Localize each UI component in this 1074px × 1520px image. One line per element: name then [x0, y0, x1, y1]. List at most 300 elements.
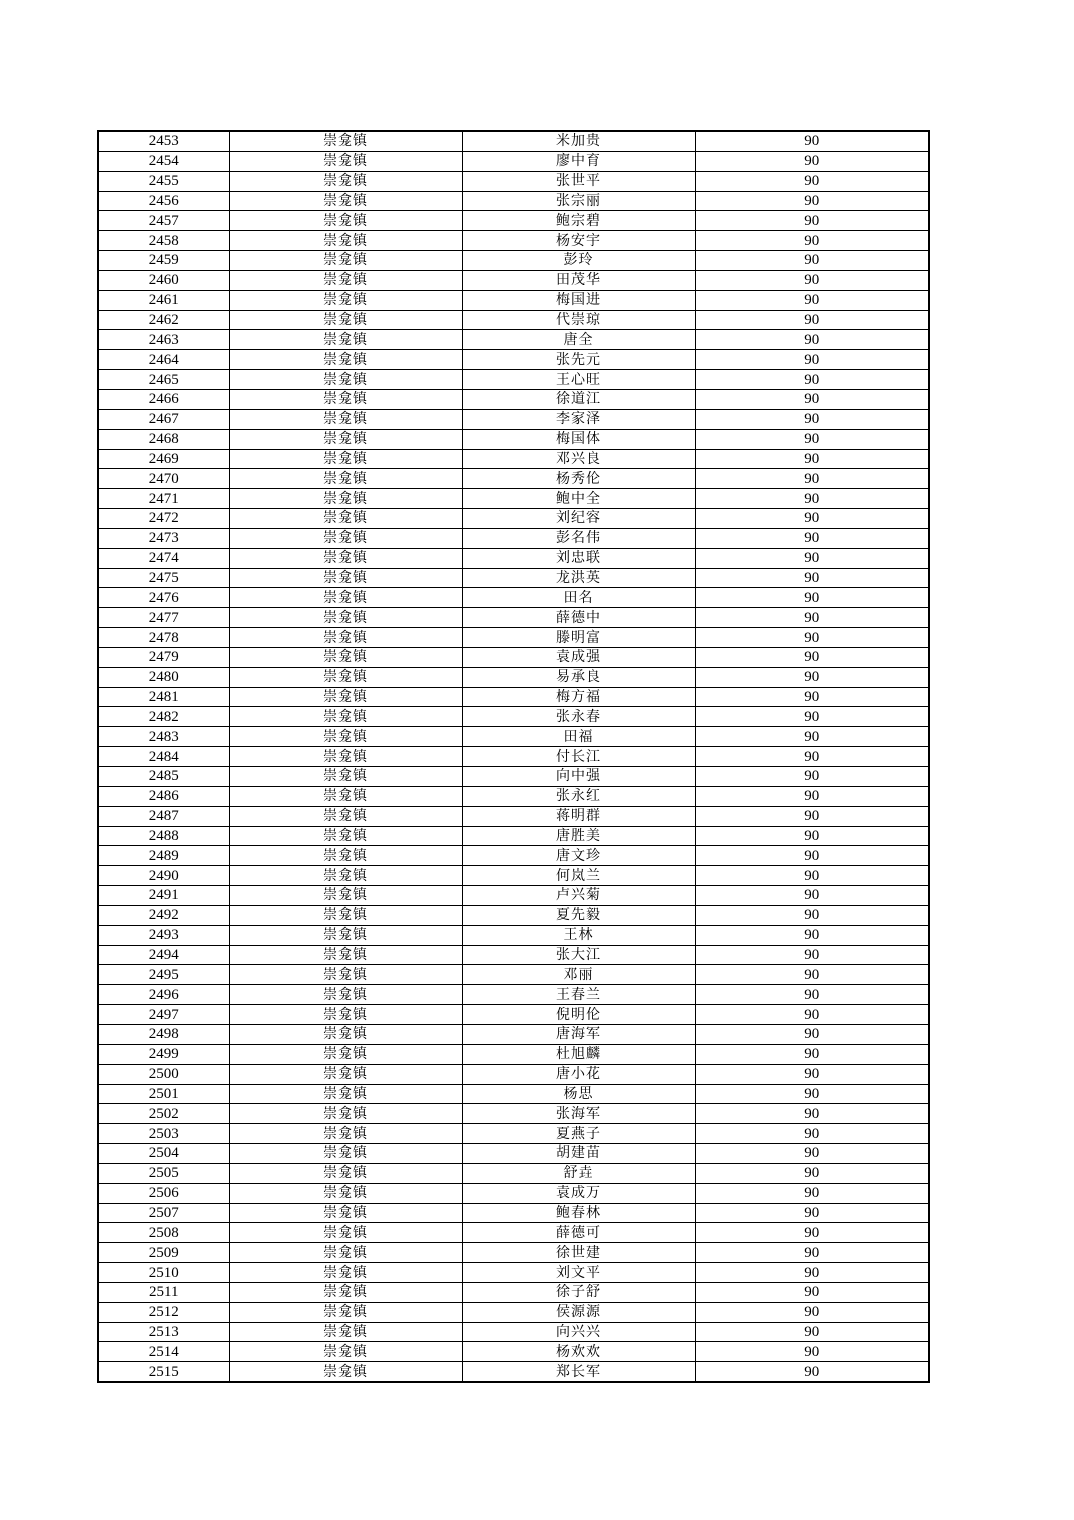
- row-number-cell: 2468: [98, 429, 229, 449]
- amount-cell: 90: [695, 1243, 929, 1263]
- person-name-cell: 袁成强: [462, 647, 695, 667]
- town-cell: 崇龛镇: [229, 905, 462, 925]
- table-row: [98, 251, 929, 271]
- person-name-cell: 唐胜美: [462, 826, 695, 846]
- table-row: [98, 965, 929, 985]
- amount-cell: 90: [695, 985, 929, 1005]
- person-name-cell: 唐文珍: [462, 846, 695, 866]
- town-cell: 崇龛镇: [229, 310, 462, 330]
- person-name-cell: 鲍中全: [462, 489, 695, 509]
- table-row: [98, 727, 929, 747]
- town-cell: 崇龛镇: [229, 1024, 462, 1044]
- person-name-cell: 彭名伟: [462, 528, 695, 548]
- row-number-cell: 2470: [98, 469, 229, 489]
- amount-cell: 90: [695, 1223, 929, 1243]
- person-name-cell: 田名: [462, 588, 695, 608]
- town-cell: 崇龛镇: [229, 588, 462, 608]
- row-number-cell: 2500: [98, 1064, 229, 1084]
- row-number-cell: 2513: [98, 1322, 229, 1342]
- table-row: [98, 290, 929, 310]
- amount-cell: 90: [695, 151, 929, 171]
- table-row: [98, 945, 929, 965]
- town-cell: 崇龛镇: [229, 1302, 462, 1322]
- amount-cell: 90: [695, 290, 929, 310]
- table-row: [98, 131, 929, 151]
- town-cell: 崇龛镇: [229, 290, 462, 310]
- table-row: [98, 1282, 929, 1302]
- person-name-cell: 蒋明群: [462, 806, 695, 826]
- town-cell: 崇龛镇: [229, 925, 462, 945]
- amount-cell: 90: [695, 707, 929, 727]
- amount-cell: 90: [695, 251, 929, 271]
- amount-cell: 90: [695, 786, 929, 806]
- amount-cell: 90: [695, 489, 929, 509]
- row-number-cell: 2510: [98, 1263, 229, 1283]
- amount-cell: 90: [695, 310, 929, 330]
- row-number-cell: 2505: [98, 1163, 229, 1183]
- table-row: [98, 707, 929, 727]
- person-name-cell: 薛德中: [462, 608, 695, 628]
- town-cell: 崇龛镇: [229, 727, 462, 747]
- row-number-cell: 2484: [98, 747, 229, 767]
- table-row: [98, 1302, 929, 1322]
- table-row: [98, 370, 929, 390]
- person-name-cell: 薛德可: [462, 1223, 695, 1243]
- table-row: [98, 925, 929, 945]
- table-body: [98, 131, 929, 1382]
- town-cell: 崇龛镇: [229, 747, 462, 767]
- amount-cell: 90: [695, 588, 929, 608]
- town-cell: 崇龛镇: [229, 886, 462, 906]
- town-cell: 崇龛镇: [229, 1322, 462, 1342]
- row-number-cell: 2511: [98, 1282, 229, 1302]
- person-name-cell: 向中强: [462, 767, 695, 787]
- amount-cell: 90: [695, 1024, 929, 1044]
- person-name-cell: 张永红: [462, 786, 695, 806]
- table-row: [98, 747, 929, 767]
- table-row: [98, 786, 929, 806]
- table-row: [98, 1084, 929, 1104]
- town-cell: 崇龛镇: [229, 1005, 462, 1025]
- amount-cell: 90: [695, 1005, 929, 1025]
- amount-cell: 90: [695, 727, 929, 747]
- row-number-cell: 2501: [98, 1084, 229, 1104]
- amount-cell: 90: [695, 1044, 929, 1064]
- amount-cell: 90: [695, 806, 929, 826]
- town-cell: 崇龛镇: [229, 1124, 462, 1144]
- table-row: [98, 151, 929, 171]
- amount-cell: 90: [695, 886, 929, 906]
- person-name-cell: 杜旭麟: [462, 1044, 695, 1064]
- amount-cell: 90: [695, 1084, 929, 1104]
- town-cell: 崇龛镇: [229, 568, 462, 588]
- table-row: [98, 1183, 929, 1203]
- town-cell: 崇龛镇: [229, 1342, 462, 1362]
- town-cell: 崇龛镇: [229, 786, 462, 806]
- amount-cell: 90: [695, 1144, 929, 1164]
- amount-cell: 90: [695, 389, 929, 409]
- row-number-cell: 2490: [98, 866, 229, 886]
- row-number-cell: 2504: [98, 1144, 229, 1164]
- person-name-cell: 张大江: [462, 945, 695, 965]
- table-row: [98, 1064, 929, 1084]
- row-number-cell: 2464: [98, 350, 229, 370]
- person-name-cell: 唐全: [462, 330, 695, 350]
- row-number-cell: 2461: [98, 290, 229, 310]
- person-name-cell: 夏燕子: [462, 1124, 695, 1144]
- row-number-cell: 2471: [98, 489, 229, 509]
- amount-cell: 90: [695, 647, 929, 667]
- row-number-cell: 2475: [98, 568, 229, 588]
- amount-cell: 90: [695, 270, 929, 290]
- town-cell: 崇龛镇: [229, 151, 462, 171]
- row-number-cell: 2472: [98, 509, 229, 529]
- person-name-cell: 舒垚: [462, 1163, 695, 1183]
- town-cell: 崇龛镇: [229, 945, 462, 965]
- table-row: [98, 548, 929, 568]
- row-number-cell: 2481: [98, 687, 229, 707]
- row-number-cell: 2469: [98, 449, 229, 469]
- person-name-cell: 徐道江: [462, 389, 695, 409]
- row-number-cell: 2463: [98, 330, 229, 350]
- town-cell: 崇龛镇: [229, 171, 462, 191]
- person-name-cell: 张先元: [462, 350, 695, 370]
- table-row: [98, 231, 929, 251]
- town-cell: 崇龛镇: [229, 409, 462, 429]
- town-cell: 崇龛镇: [229, 429, 462, 449]
- person-name-cell: 鲍春林: [462, 1203, 695, 1223]
- row-number-cell: 2492: [98, 905, 229, 925]
- person-name-cell: 夏先毅: [462, 905, 695, 925]
- person-name-cell: 刘文平: [462, 1263, 695, 1283]
- person-name-cell: 何岚兰: [462, 866, 695, 886]
- town-cell: 崇龛镇: [229, 1163, 462, 1183]
- amount-cell: 90: [695, 171, 929, 191]
- amount-cell: 90: [695, 667, 929, 687]
- row-number-cell: 2480: [98, 667, 229, 687]
- amount-cell: 90: [695, 449, 929, 469]
- row-number-cell: 2482: [98, 707, 229, 727]
- town-cell: 崇龛镇: [229, 389, 462, 409]
- table-row: [98, 985, 929, 1005]
- town-cell: 崇龛镇: [229, 866, 462, 886]
- table-row: [98, 1263, 929, 1283]
- row-number-cell: 2493: [98, 925, 229, 945]
- person-name-cell: 向兴兴: [462, 1322, 695, 1342]
- town-cell: 崇龛镇: [229, 350, 462, 370]
- row-number-cell: 2499: [98, 1044, 229, 1064]
- table-row: [98, 389, 929, 409]
- row-number-cell: 2497: [98, 1005, 229, 1025]
- table-row: [98, 211, 929, 231]
- person-name-cell: 张永春: [462, 707, 695, 727]
- row-number-cell: 2489: [98, 846, 229, 866]
- person-name-cell: 唐小花: [462, 1064, 695, 1084]
- town-cell: 崇龛镇: [229, 1044, 462, 1064]
- person-name-cell: 付长江: [462, 747, 695, 767]
- table-row: [98, 846, 929, 866]
- person-name-cell: 杨思: [462, 1084, 695, 1104]
- table-row: [98, 806, 929, 826]
- amount-cell: 90: [695, 1163, 929, 1183]
- table-row: [98, 429, 929, 449]
- amount-cell: 90: [695, 1263, 929, 1283]
- row-number-cell: 2512: [98, 1302, 229, 1322]
- town-cell: 崇龛镇: [229, 1362, 462, 1382]
- row-number-cell: 2507: [98, 1203, 229, 1223]
- row-number-cell: 2474: [98, 548, 229, 568]
- row-number-cell: 2465: [98, 370, 229, 390]
- town-cell: 崇龛镇: [229, 826, 462, 846]
- amount-cell: 90: [695, 945, 929, 965]
- person-name-cell: 田福: [462, 727, 695, 747]
- amount-cell: 90: [695, 1362, 929, 1382]
- amount-cell: 90: [695, 509, 929, 529]
- amount-cell: 90: [695, 568, 929, 588]
- row-number-cell: 2478: [98, 628, 229, 648]
- row-number-cell: 2458: [98, 231, 229, 251]
- town-cell: 崇龛镇: [229, 1104, 462, 1124]
- row-number-cell: 2479: [98, 647, 229, 667]
- town-cell: 崇龛镇: [229, 449, 462, 469]
- row-number-cell: 2476: [98, 588, 229, 608]
- row-number-cell: 2514: [98, 1342, 229, 1362]
- row-number-cell: 2473: [98, 528, 229, 548]
- row-number-cell: 2502: [98, 1104, 229, 1124]
- table-row: [98, 767, 929, 787]
- row-number-cell: 2515: [98, 1362, 229, 1382]
- row-number-cell: 2509: [98, 1243, 229, 1263]
- amount-cell: 90: [695, 1342, 929, 1362]
- town-cell: 崇龛镇: [229, 846, 462, 866]
- town-cell: 崇龛镇: [229, 231, 462, 251]
- row-number-cell: 2506: [98, 1183, 229, 1203]
- table-row: [98, 628, 929, 648]
- amount-cell: 90: [695, 747, 929, 767]
- table-row: [98, 1203, 929, 1223]
- person-name-cell: 袁成万: [462, 1183, 695, 1203]
- person-name-cell: 代崇琼: [462, 310, 695, 330]
- data-table: [97, 130, 930, 1383]
- amount-cell: 90: [695, 211, 929, 231]
- town-cell: 崇龛镇: [229, 131, 462, 151]
- person-name-cell: 王林: [462, 925, 695, 945]
- person-name-cell: 胡建苗: [462, 1144, 695, 1164]
- table-row: [98, 1243, 929, 1263]
- town-cell: 崇龛镇: [229, 270, 462, 290]
- town-cell: 崇龛镇: [229, 1183, 462, 1203]
- person-name-cell: 王春兰: [462, 985, 695, 1005]
- table-row: [98, 330, 929, 350]
- amount-cell: 90: [695, 350, 929, 370]
- person-name-cell: 易承良: [462, 667, 695, 687]
- town-cell: 崇龛镇: [229, 767, 462, 787]
- town-cell: 崇龛镇: [229, 528, 462, 548]
- table-row: [98, 1342, 929, 1362]
- row-number-cell: 2508: [98, 1223, 229, 1243]
- town-cell: 崇龛镇: [229, 330, 462, 350]
- row-number-cell: 2494: [98, 945, 229, 965]
- person-name-cell: 梅国体: [462, 429, 695, 449]
- row-number-cell: 2498: [98, 1024, 229, 1044]
- amount-cell: 90: [695, 826, 929, 846]
- town-cell: 崇龛镇: [229, 1144, 462, 1164]
- person-name-cell: 杨欢欢: [462, 1342, 695, 1362]
- table-row: [98, 310, 929, 330]
- table-row: [98, 1005, 929, 1025]
- row-number-cell: 2467: [98, 409, 229, 429]
- row-number-cell: 2457: [98, 211, 229, 231]
- amount-cell: 90: [695, 1282, 929, 1302]
- table-row: [98, 608, 929, 628]
- town-cell: 崇龛镇: [229, 985, 462, 1005]
- table-row: [98, 588, 929, 608]
- person-name-cell: 彭玲: [462, 251, 695, 271]
- table-row: [98, 905, 929, 925]
- table-row: [98, 1104, 929, 1124]
- amount-cell: 90: [695, 767, 929, 787]
- row-number-cell: 2462: [98, 310, 229, 330]
- amount-cell: 90: [695, 1064, 929, 1084]
- row-number-cell: 2488: [98, 826, 229, 846]
- row-number-cell: 2459: [98, 251, 229, 271]
- table-row: [98, 1144, 929, 1164]
- row-number-cell: 2496: [98, 985, 229, 1005]
- amount-cell: 90: [695, 687, 929, 707]
- row-number-cell: 2487: [98, 806, 229, 826]
- table-row: [98, 667, 929, 687]
- town-cell: 崇龛镇: [229, 1084, 462, 1104]
- amount-cell: 90: [695, 370, 929, 390]
- table-row: [98, 1024, 929, 1044]
- row-number-cell: 2466: [98, 389, 229, 409]
- amount-cell: 90: [695, 1104, 929, 1124]
- amount-cell: 90: [695, 866, 929, 886]
- table-row: [98, 509, 929, 529]
- town-cell: 崇龛镇: [229, 608, 462, 628]
- person-name-cell: 王心旺: [462, 370, 695, 390]
- table-row: [98, 568, 929, 588]
- row-number-cell: 2477: [98, 608, 229, 628]
- town-cell: 崇龛镇: [229, 806, 462, 826]
- town-cell: 崇龛镇: [229, 509, 462, 529]
- town-cell: 崇龛镇: [229, 211, 462, 231]
- town-cell: 崇龛镇: [229, 1282, 462, 1302]
- table-row: [98, 886, 929, 906]
- table-row: [98, 1322, 929, 1342]
- amount-cell: 90: [695, 1302, 929, 1322]
- town-cell: 崇龛镇: [229, 1263, 462, 1283]
- person-name-cell: 滕明富: [462, 628, 695, 648]
- person-name-cell: 李家泽: [462, 409, 695, 429]
- person-name-cell: 刘纪容: [462, 509, 695, 529]
- person-name-cell: 邓丽: [462, 965, 695, 985]
- table-row: [98, 647, 929, 667]
- table-row: [98, 1124, 929, 1144]
- table-row: [98, 826, 929, 846]
- person-name-cell: 杨安宇: [462, 231, 695, 251]
- town-cell: 崇龛镇: [229, 687, 462, 707]
- person-name-cell: 米加贵: [462, 131, 695, 151]
- table-row: [98, 350, 929, 370]
- town-cell: 崇龛镇: [229, 1223, 462, 1243]
- town-cell: 崇龛镇: [229, 965, 462, 985]
- amount-cell: 90: [695, 1124, 929, 1144]
- town-cell: 崇龛镇: [229, 370, 462, 390]
- row-number-cell: 2486: [98, 786, 229, 806]
- person-name-cell: 卢兴菊: [462, 886, 695, 906]
- row-number-cell: 2454: [98, 151, 229, 171]
- amount-cell: 90: [695, 846, 929, 866]
- amount-cell: 90: [695, 925, 929, 945]
- row-number-cell: 2503: [98, 1124, 229, 1144]
- town-cell: 崇龛镇: [229, 667, 462, 687]
- amount-cell: 90: [695, 469, 929, 489]
- town-cell: 崇龛镇: [229, 251, 462, 271]
- person-name-cell: 徐子舒: [462, 1282, 695, 1302]
- person-name-cell: 侯源源: [462, 1302, 695, 1322]
- table-row: [98, 409, 929, 429]
- person-name-cell: 梅方福: [462, 687, 695, 707]
- table-row: [98, 489, 929, 509]
- table-row: [98, 270, 929, 290]
- person-name-cell: 廖中育: [462, 151, 695, 171]
- town-cell: 崇龛镇: [229, 647, 462, 667]
- amount-cell: 90: [695, 528, 929, 548]
- person-name-cell: 杨秀伦: [462, 469, 695, 489]
- town-cell: 崇龛镇: [229, 707, 462, 727]
- table-row: [98, 687, 929, 707]
- town-cell: 崇龛镇: [229, 1064, 462, 1084]
- row-number-cell: 2483: [98, 727, 229, 747]
- table-row: [98, 1362, 929, 1382]
- amount-cell: 90: [695, 231, 929, 251]
- table-row: [98, 866, 929, 886]
- table-row: [98, 171, 929, 191]
- town-cell: 崇龛镇: [229, 191, 462, 211]
- town-cell: 崇龛镇: [229, 489, 462, 509]
- table-row: [98, 528, 929, 548]
- row-number-cell: 2460: [98, 270, 229, 290]
- amount-cell: 90: [695, 905, 929, 925]
- amount-cell: 90: [695, 1322, 929, 1342]
- town-cell: 崇龛镇: [229, 469, 462, 489]
- table-row: [98, 1044, 929, 1064]
- row-number-cell: 2453: [98, 131, 229, 151]
- person-name-cell: 邓兴良: [462, 449, 695, 469]
- person-name-cell: 倪明伦: [462, 1005, 695, 1025]
- town-cell: 崇龛镇: [229, 1203, 462, 1223]
- table-row: [98, 449, 929, 469]
- row-number-cell: 2485: [98, 767, 229, 787]
- amount-cell: 90: [695, 965, 929, 985]
- person-name-cell: 张世平: [462, 171, 695, 191]
- person-name-cell: 张海军: [462, 1104, 695, 1124]
- table-row: [98, 1223, 929, 1243]
- person-name-cell: 刘忠联: [462, 548, 695, 568]
- row-number-cell: 2455: [98, 171, 229, 191]
- person-name-cell: 鲍宗碧: [462, 211, 695, 231]
- town-cell: 崇龛镇: [229, 548, 462, 568]
- amount-cell: 90: [695, 1203, 929, 1223]
- table-row: [98, 469, 929, 489]
- amount-cell: 90: [695, 131, 929, 151]
- amount-cell: 90: [695, 330, 929, 350]
- person-name-cell: 郑长军: [462, 1362, 695, 1382]
- row-number-cell: 2495: [98, 965, 229, 985]
- amount-cell: 90: [695, 409, 929, 429]
- amount-cell: 90: [695, 429, 929, 449]
